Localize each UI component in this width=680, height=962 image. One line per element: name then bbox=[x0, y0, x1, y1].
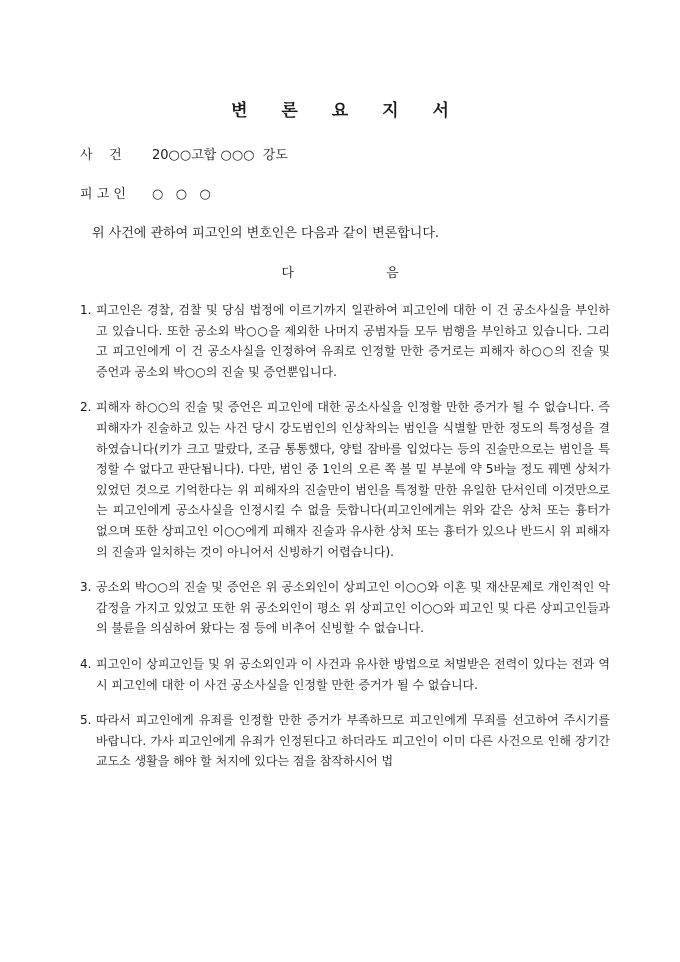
defendant-row bbox=[80, 183, 211, 202]
case-value: 20○○고합 ○○○ 강도 bbox=[152, 148, 288, 163]
case-label: 사 건 bbox=[80, 148, 122, 163]
intro-text: 위 사건에 관하여 피고인의 변호인은 다음과 같이 변론합니다. bbox=[92, 226, 440, 241]
item-number: 4. bbox=[80, 656, 92, 671]
item-number: 1. bbox=[80, 303, 92, 317]
argument-item bbox=[80, 654, 610, 695]
argument-list bbox=[80, 300, 610, 787]
argument-item bbox=[80, 397, 610, 562]
item-number: 5. bbox=[80, 713, 92, 728]
item-text: 피고인이 상피고인들 및 위 공소외인과 이 사건과 유사한 방법으로 처벌받은 전력이 있다는 전과 역시 피고인에 대한 이 사건 공소사실을 인정할 만한 증거가 될 수 없습니다. bbox=[96, 656, 610, 692]
item-number: 3. bbox=[80, 580, 92, 595]
defendant-value: ○ ○ ○ bbox=[152, 187, 211, 202]
section-heading: 다 음 bbox=[281, 266, 443, 281]
item-number: 2. bbox=[80, 400, 92, 415]
argument-item bbox=[80, 300, 610, 382]
case-row bbox=[80, 144, 288, 163]
item-text: 공소외 박○○의 진술 및 증언은 위 공소외인이 상피고인 이○○와 이혼 및 재산문제로 개인적인 악감정을 가지고 있었고 또한 위 공소외인이 평소 위 상피고인 이○○와 피고인 및 다른 상피고인들과의 불륜을 의심하여 왔다는 점 등에 비추어 신빙할 수 없습니다. bbox=[96, 580, 610, 636]
argument-item bbox=[80, 710, 610, 772]
item-text: 피해자 하○○의 진술 및 증언은 피고인에 대한 공소사실을 인정할 만한 증거가 될 수 없습니다. 즉 피해자가 진술하고 있는 사건 당시 강도범인의 인상착의는 범인을 식별할 만한 정도의 특정성을 결하였습니다(키가 크고 말랐다, 조금 통통했다, 양털 잠바를 입었다는 등의 진술만으로는 범인을 특정할 수 없다고 판단됩니다). 다만, 범인 중 1인의 오른 쪽 볼 밑 부분에 약 5바늘 정도 꿰멘 상처가 있었던 것으로 기억한다는 위 피해자의 진술만이 범인을 특정할 만한 유일한 단서인데 이것만으로는 피고인에게 공소사실을 인정시킬 수 없을 듯합니다(피고인에게는 위와 같은 상처 또는 흉터가 없으며 또한 상피고인 이○○에게 피해자 진술과 유사한 상처 또는 흉터가 있으나 반드시 위 피해자의 진술과 일치하는 것이 아니어서 신빙하기 어렵습니다). bbox=[96, 400, 610, 559]
item-text: 피고인은 경찰, 검찰 및 당심 법정에 이르기까지 일관하여 피고인에 대한 이 건 공소사실을 부인하고 있습니다. 또한 공소외 박○○을 제외한 나머지 공범자들 모두 범행을 부인하고 있습니다. 그리고 피고인에게 이 건 공소사실을 인정하여 유죄로 인정할 만한 증거로는 피해자 하○○의 진술 및 증언과 공소외 박○○의 진술 및 증언뿐입니다. bbox=[96, 303, 610, 379]
item-text: 따라서 피고인에게 유죄를 인정할 만한 증거가 부족하므로 피고인에게 무죄를 선고하여 주시기를 바랍니다. 가사 피고인에게 유죄가 인정된다고 하더라도 피고인이 이미 다른 사건으로 인해 장기간 교도소 생활을 해야 할 처지에 있다는 점을 참작하시어 법 bbox=[96, 713, 610, 769]
defendant-label: 피 고 인 bbox=[80, 187, 126, 202]
argument-item bbox=[80, 577, 610, 639]
document-title: 변 론 요 지 서 bbox=[231, 101, 463, 121]
